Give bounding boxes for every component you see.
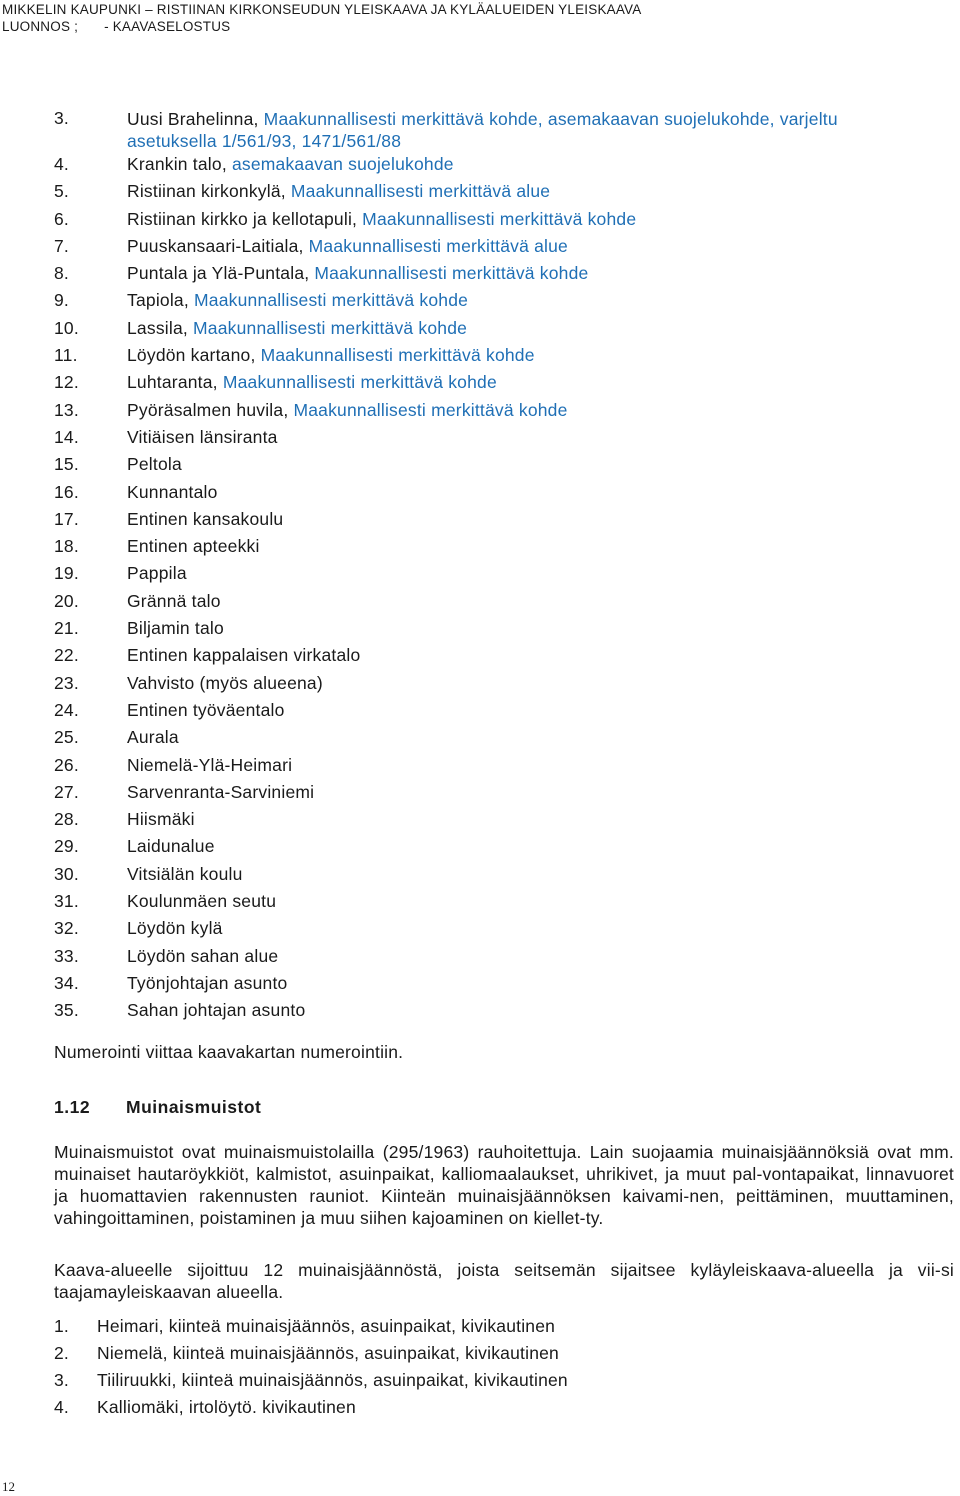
header-subtitle — [2, 18, 641, 35]
item-text — [127, 615, 224, 642]
site-classification: Maakunnallisesti merkittävä kohde — [293, 399, 568, 420]
header-title: MIKKELIN KAUPUNKI – RISTIINAN KIRKONSEUDUN YLEISKAAVA JA KYLÄALUEIDEN YLEISKAAVA — [2, 2, 642, 17]
section-title: Muinaismuistot — [126, 1097, 262, 1117]
site-name: Biljamin talo — [127, 618, 224, 639]
site-name: Sarvenranta-Sarviniemi — [127, 781, 315, 802]
item-text — [127, 397, 568, 424]
item-text — [127, 970, 287, 997]
relic-text: Niemelä, kiinteä muinaisjäännös, asuinpaikat, kivikautinen — [97, 1343, 559, 1363]
paragraph-protection: Muinaismuistot ovat muinaismuistolailla (295/1963) rauhoitettuja. Lain suojaamia muinaisjäännöksiä ovat mm. muinaiset hautaröykkiöt, kalmistot, asuinpaikat, kalliomaalaukset, uhrikivet, ja muut pal-vontapaikat, linnavuoret ja huomattavien rakennusten rauniot. Kiinteän muinaisjäännöksen kaivami-nen, peittäminen, muuttaminen, vahingoittaminen, poistaminen ja muu siihen kajoaminen on kiellet-ty. — [54, 1142, 954, 1228]
item-number: 19. — [54, 563, 79, 584]
page-number: 12 — [2, 1479, 15, 1494]
item-text — [127, 697, 285, 724]
item-text — [127, 533, 260, 560]
site-classification: Maakunnallisesti merkittävä kohde — [314, 263, 589, 284]
page-header — [2, 1, 641, 35]
item-number: 14. — [54, 426, 79, 447]
item-number: 18. — [54, 536, 79, 557]
item-text — [127, 342, 535, 369]
item-number: 9. — [54, 290, 69, 311]
site-name: Grännä talo — [127, 590, 221, 611]
site-name: Entinen kansakoulu — [127, 508, 284, 529]
item-number: 17. — [54, 508, 79, 529]
site-name: Löydön kylä — [127, 918, 223, 939]
item-number: 8. — [54, 263, 69, 284]
site-classification: Maakunnallisesti merkittävä kohde — [193, 317, 468, 338]
item-number: 20. — [54, 590, 79, 611]
site-classification: Maakunnallisesti merkittävä alue — [290, 181, 551, 202]
item-number: 22. — [54, 645, 79, 666]
site-name: Ristiinan kirkonkylä, — [127, 181, 291, 202]
item-text — [127, 108, 838, 152]
item-number: 7. — [54, 235, 69, 256]
item-text — [127, 178, 550, 205]
item-text — [127, 915, 223, 942]
item-number: 3. — [54, 108, 69, 128]
site-name: Tapiola, — [127, 290, 194, 311]
item-number: 15. — [54, 454, 79, 475]
item-number: 4. — [54, 154, 69, 174]
item-text — [127, 943, 278, 970]
section-number: 1.12 — [54, 1097, 91, 1117]
item-text — [127, 479, 218, 506]
site-name: Löydön sahan alue — [127, 945, 279, 966]
header-status: LUONNOS ; — [2, 19, 79, 34]
item-number: 1. — [54, 1316, 69, 1336]
header-doc-type: - KAAVASELOSTUS — [104, 19, 231, 34]
item-number: 16. — [54, 481, 79, 502]
site-classification: Maakunnallisesti merkittävä alue — [308, 235, 568, 256]
item-text — [127, 424, 278, 451]
item-text — [127, 560, 187, 587]
item-text — [127, 287, 468, 314]
item-number: 11. — [54, 345, 78, 366]
site-name: Ristiinan kirkko ja kellotapuli, — [127, 208, 363, 229]
item-number: 5. — [54, 181, 69, 202]
item-number: 26. — [54, 754, 79, 775]
item-number: 4. — [54, 1397, 69, 1417]
item-text — [127, 451, 182, 478]
item-number: 12. — [54, 372, 79, 393]
relic-text: Tiiliruukki, kiinteä muinaisjäännös, asuinpaikat, kivikautinen — [97, 1370, 568, 1390]
site-classification: Maakunnallisesti merkittävä kohde — [222, 372, 497, 393]
relic-text: Kalliomäki, irtolöytö. kivikautinen — [97, 1397, 356, 1417]
site-classification: asemakaavan suojelukohde — [231, 154, 454, 174]
site-name: Vitiäisen länsiranta — [127, 426, 278, 447]
item-text — [127, 151, 454, 178]
site-name: Vahvisto (myös alueena) — [127, 672, 323, 693]
site-name: Puuskansaari-Laitiala, — [127, 235, 309, 256]
item-text — [127, 369, 497, 396]
site-name: Aurala — [127, 727, 179, 748]
site-name: Luhtaranta, — [127, 372, 223, 393]
site-name: Puntala ja Ylä-Puntala, — [127, 263, 315, 284]
site-name: Löydön kartano, — [127, 345, 261, 366]
item-text — [127, 642, 360, 669]
site-classification: Maakunnallisesti merkittävä kohde — [362, 208, 637, 229]
relic-text: Heimari, kiinteä muinaisjäännös, asuinpaikat, kivikautinen — [97, 1316, 556, 1336]
item-number: 28. — [54, 809, 79, 830]
item-number: 31. — [54, 891, 79, 912]
item-text — [127, 260, 588, 287]
item-text — [127, 506, 283, 533]
item-number: 29. — [54, 836, 79, 857]
item-text — [127, 752, 292, 779]
item-text — [127, 724, 179, 751]
site-name: Krankin talo, — [127, 154, 232, 174]
item-number: 13. — [54, 399, 79, 420]
site-name: Hiismäki — [127, 809, 195, 830]
item-number: 32. — [54, 918, 79, 939]
item-number: 23. — [54, 672, 79, 693]
item-text — [127, 670, 323, 697]
site-decree: asetuksella 1/561/93, 1471/561/88 — [127, 131, 402, 151]
site-classification: Maakunnallisesti merkittävä kohde — [193, 290, 469, 311]
section-heading — [54, 1097, 261, 1118]
site-name: Pappila — [127, 563, 187, 584]
item-text — [127, 206, 636, 233]
paragraph-relic-count: Kaava-alueelle sijoittuu 12 muinaisjäännöstä, joista seitsemän sijaitsee kyläyleiskaava-alueella ja vii-si taajamayleiskaavan alueella. — [54, 1260, 954, 1302]
site-name: Laidunalue — [127, 836, 215, 857]
item-text — [127, 779, 314, 806]
numbering-note: Numerointi viittaa kaavakartan numerointiin. — [54, 1042, 404, 1062]
item-text — [127, 315, 467, 342]
item-number: 35. — [54, 1000, 79, 1021]
item-number: 10. — [54, 317, 79, 338]
site-classification: Maakunnallisesti merkittävä kohde — [260, 345, 535, 366]
item-number: 6. — [54, 208, 69, 229]
item-number: 34. — [54, 972, 79, 993]
item-number: 21. — [54, 618, 79, 639]
site-name: Entinen työväentalo — [127, 699, 285, 720]
item-number: 27. — [54, 781, 79, 802]
site-name: Uusi Brahelinna, — [127, 109, 264, 129]
site-classification: Maakunnallisesti merkittävä kohde, asemakaavan suojelukohde, varjeltu — [263, 109, 838, 129]
item-text — [127, 888, 276, 915]
item-text — [127, 588, 221, 615]
item-text — [127, 233, 568, 260]
site-name: Entinen kappalaisen virkatalo — [127, 645, 361, 666]
item-number: 2. — [54, 1343, 69, 1363]
item-number: 25. — [54, 727, 79, 748]
site-name: Sahan johtajan asunto — [127, 1000, 306, 1021]
site-name: Koulunmäen seutu — [127, 891, 277, 912]
item-text — [127, 861, 243, 888]
item-number: 30. — [54, 863, 79, 884]
item-text — [127, 806, 195, 833]
site-name: Peltola — [127, 454, 182, 475]
item-number: 24. — [54, 699, 79, 720]
site-name: Niemelä-Ylä-Heimari — [127, 754, 293, 775]
item-number: 33. — [54, 945, 79, 966]
site-name: Entinen apteekki — [127, 536, 260, 557]
site-name: Kunnantalo — [127, 481, 218, 502]
site-name: Työnjohtajan asunto — [127, 972, 288, 993]
site-name: Lassila, — [127, 317, 193, 338]
item-number: 3. — [54, 1370, 69, 1390]
item-text — [127, 833, 215, 860]
item-text — [127, 997, 305, 1024]
site-name: Pyöräsalmen huvila, — [127, 399, 294, 420]
site-name: Vitsiälän koulu — [127, 863, 243, 884]
